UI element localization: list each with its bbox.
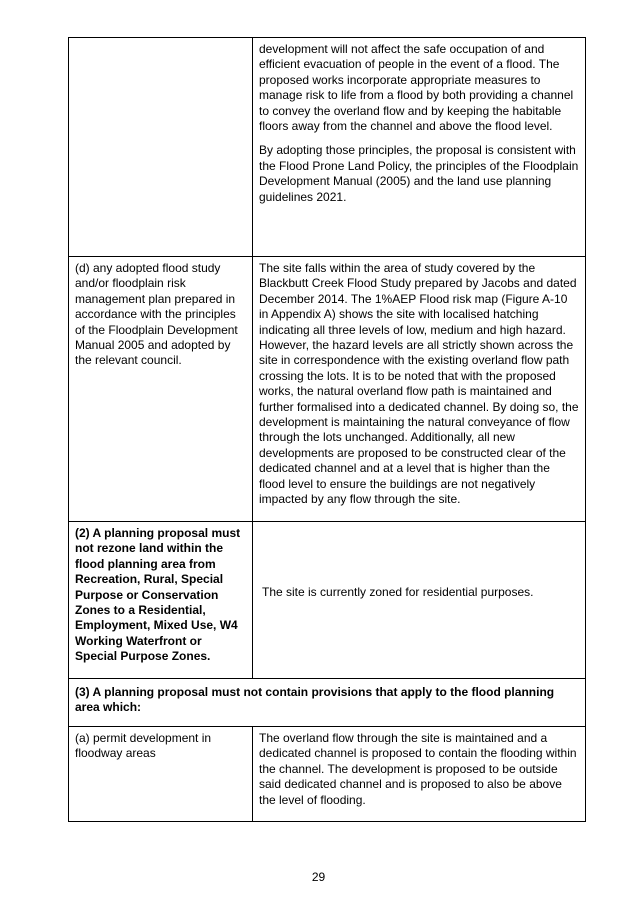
row-d-response: The site falls within the area of study covered by the Blackbutt Creek Flood Study prepared by Jacobs and dated December 2014. The 1%AEP Flood risk map (Figure A-10 in Appendix A) shows the site with localised hatching indicating all three levels of low, medium and high hazard. However, the hazard levels are all strictly shown across the site in correspondence with the existing overland flow path crossing the lots. It is to be noted that with the proposed works, the natural overland flow path is maintained and further formalised into a dedicated channel. By doing so, the development is maintaining the natural conveyance of flow through the lots unchanged. Additionally, all new developments are proposed to be constructed clear of the dedicated channel and at a level that is higher than the flood level to ensure the buildings are not negatively impacted by any flow through the site. bbox=[259, 261, 579, 507]
row-continuation-left-cell bbox=[69, 38, 253, 257]
row-2-right-cell bbox=[253, 522, 586, 679]
continuation-paragraph-1: development will not affect the safe occupation of and efficient evacuation of people in the event of a flood. The proposed works incorporate appropriate measures to manage risk to life from a flood by both providing a channel to convey the overland flow and by keeping the habitable floors away from the channel and above the flood level. bbox=[259, 42, 574, 134]
row-continuation-left-text bbox=[69, 38, 252, 48]
row-a-right-cell bbox=[253, 727, 586, 822]
table-row-a bbox=[69, 727, 586, 822]
page-number: 29 bbox=[311, 870, 326, 884]
row-3-heading: (3) A planning proposal must not contain provisions that apply to the flood planning area which: bbox=[75, 685, 555, 715]
row-3-full-cell bbox=[69, 679, 586, 727]
continuation-paragraph-2: By adopting those principles, the proposal is consistent with the Flood Prone Land Policy, the principles of the Floodplain Development Manual (2005) and the land use planning guidelines 2021. bbox=[259, 143, 579, 204]
row-2-response: The site is currently zoned for residential purposes. bbox=[262, 585, 534, 600]
row-d-right-cell bbox=[253, 257, 586, 522]
row-d-left-cell bbox=[69, 257, 253, 522]
table-row-3 bbox=[69, 679, 586, 727]
table-row-d bbox=[69, 257, 586, 522]
table-row-continuation bbox=[69, 38, 586, 257]
row-a-criterion: (a) permit development in floodway areas bbox=[75, 731, 212, 761]
row-a-left-cell bbox=[69, 727, 253, 822]
row-a-response: The overland flow through the site is maintained and a dedicated channel is proposed to contain the flooding within the channel. The development is proposed to be outside said dedicated channel and is proposed to also be above the level of flooding. bbox=[259, 731, 577, 807]
table-row-2 bbox=[69, 522, 586, 679]
row-2-criterion: (2) A planning proposal must not rezone land within the flood planning area from Recreation, Rural, Special Purpose or Conservation Zones to a Residential, Employment, Mixed Use, W4 Working Waterfront or Special Purpose Zones. bbox=[75, 526, 241, 664]
row-2-left-cell bbox=[69, 522, 253, 679]
row-d-criterion: (d) any adopted flood study and/or floodplain risk management plan prepared in accordance with the principles of the Floodplain Development Manual 2005 and adopted by the relevant council. bbox=[75, 261, 238, 368]
assessment-table bbox=[68, 37, 586, 822]
row-continuation-right-cell bbox=[253, 38, 586, 257]
